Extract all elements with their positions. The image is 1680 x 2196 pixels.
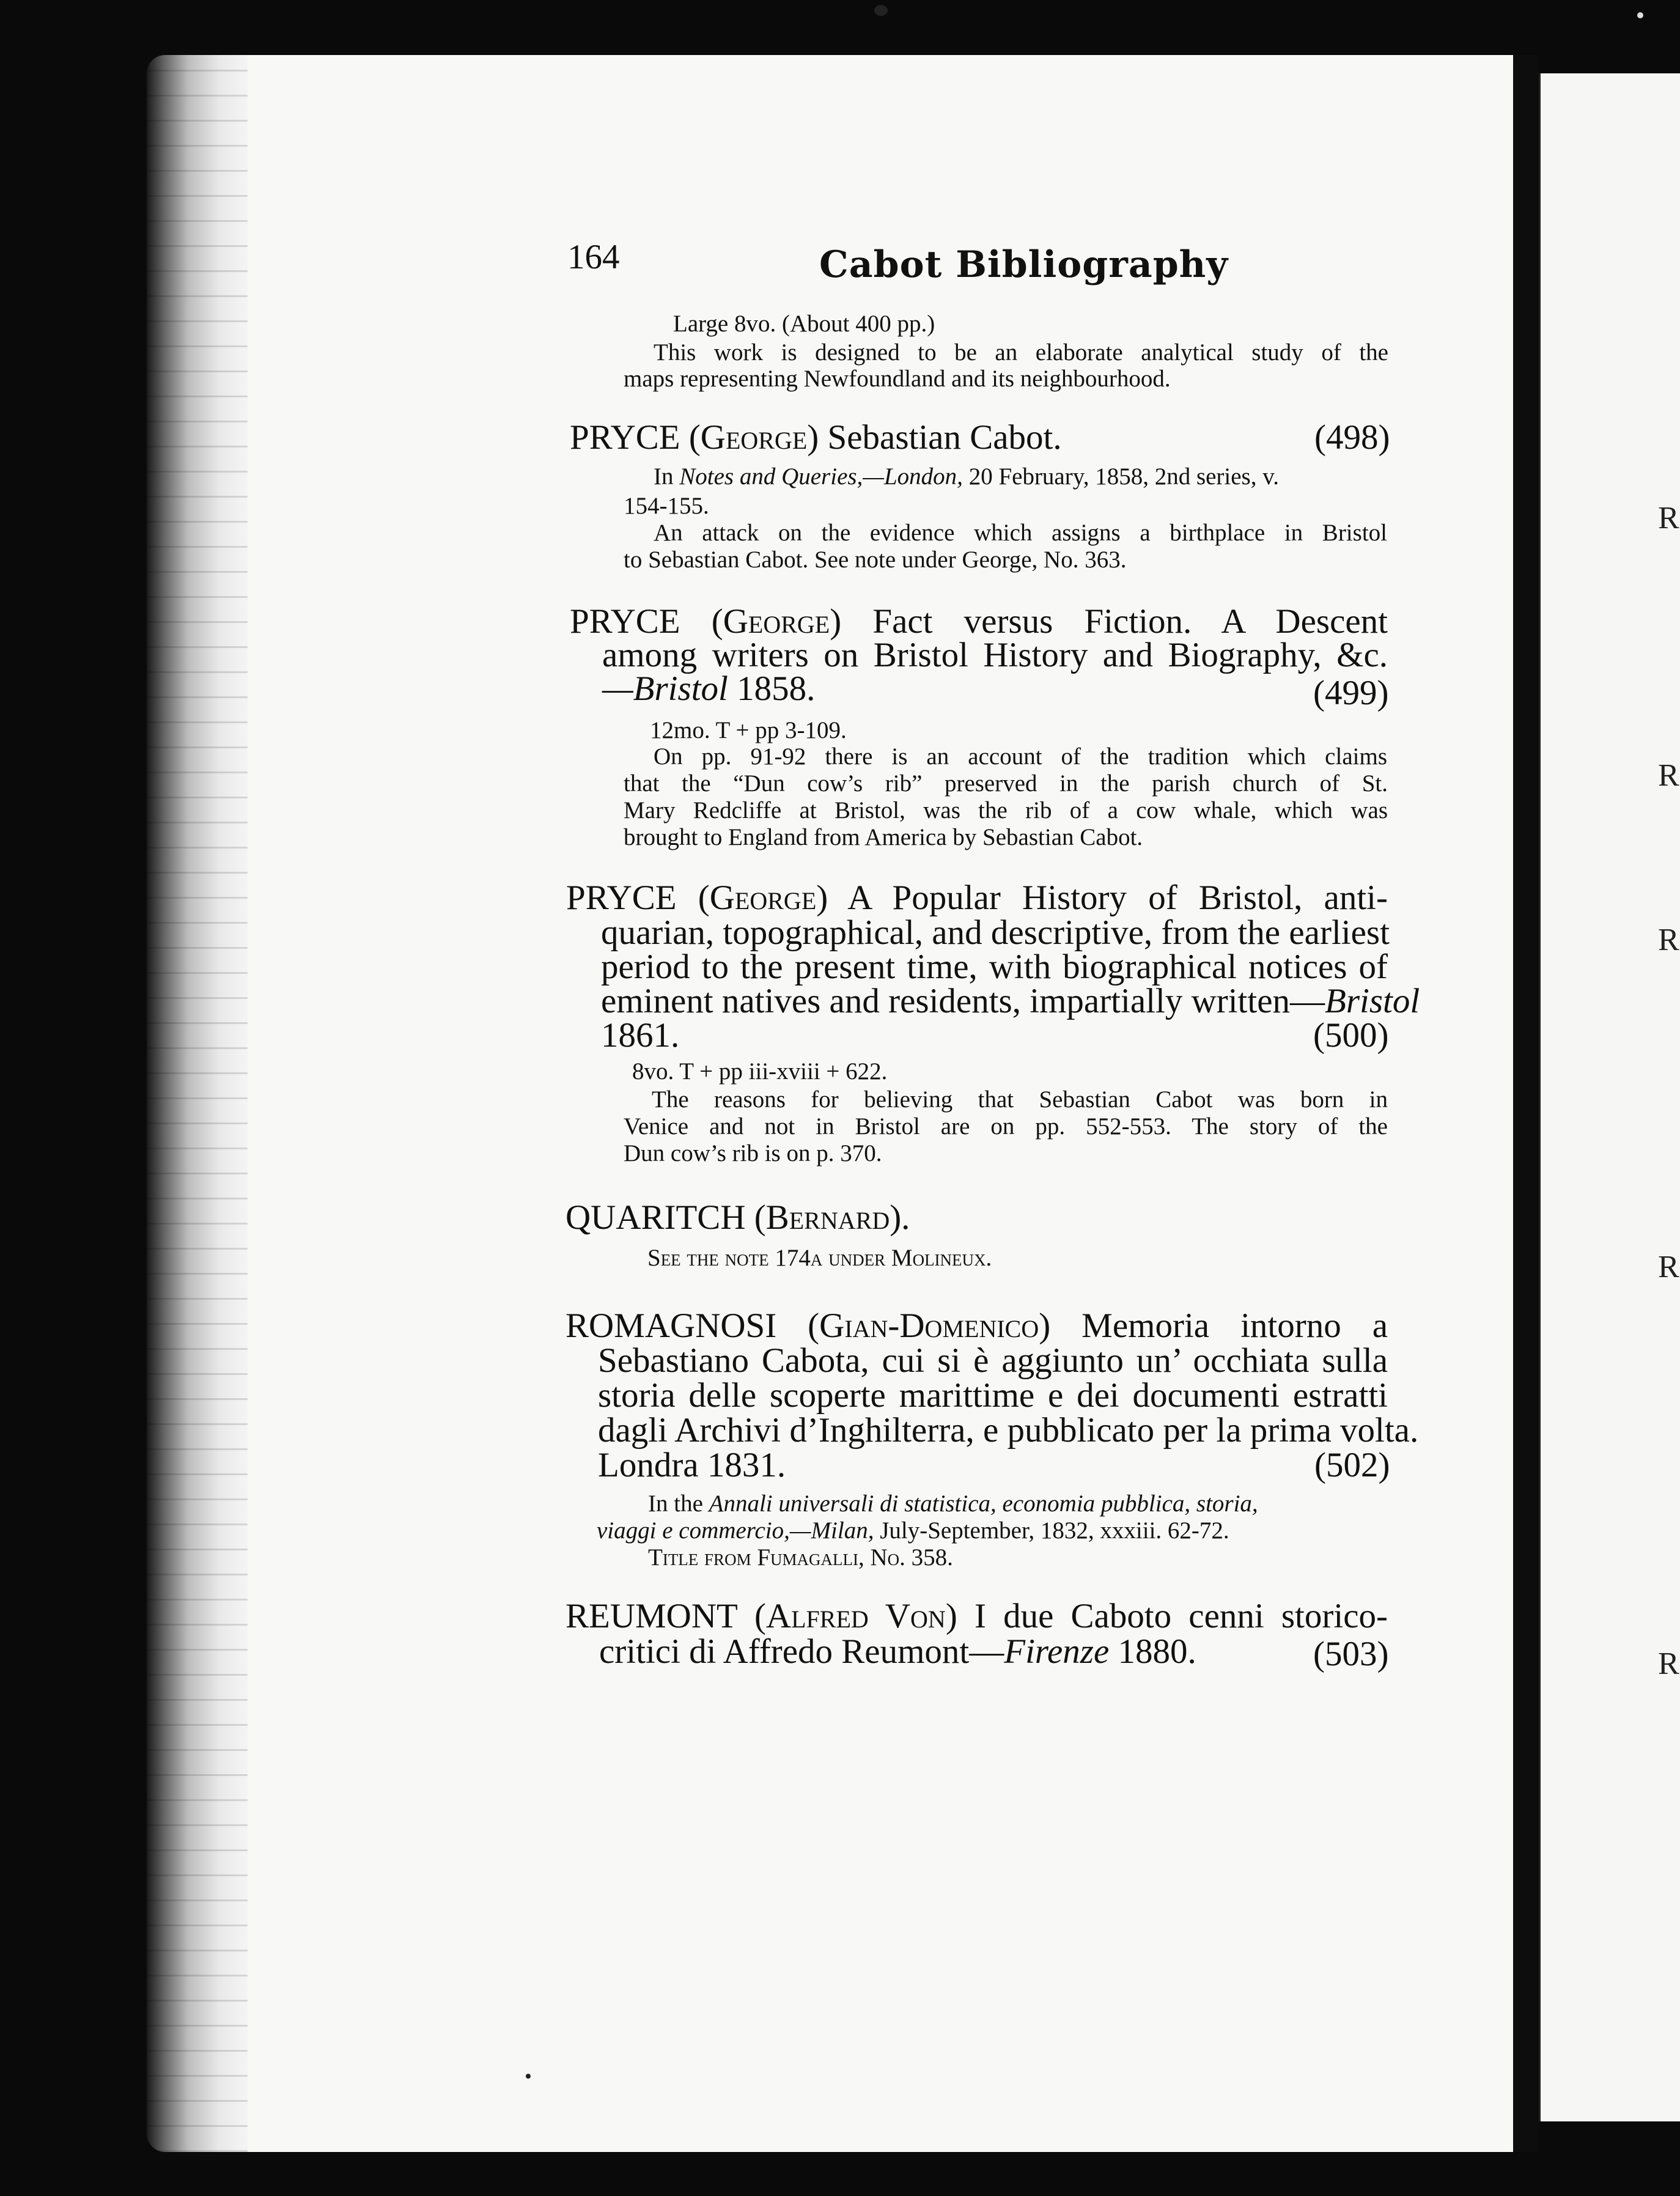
entry-forename: (Alfred Von) [754,1597,957,1635]
intro-note: This work is designed to be an elaborate analytical study of the [654,339,1388,366]
entry-note: Title from Fumagalli, No. 358. [648,1544,953,1571]
facing-page-letter: R [1658,501,1679,536]
entry-author: PRYCE [570,418,680,457]
scan-speck [1637,12,1643,18]
entry-number: (502) [1314,1446,1390,1484]
entry-note: Dun cow’s rib is on p. 370. [624,1140,882,1166]
entry-502-heading [566,1308,1388,1343]
entry-forename: (George) [711,602,842,641]
entry-note: An attack on the evidence which assigns a birthplace in Bristol [654,520,1387,546]
facing-page-letter: R [1658,758,1679,793]
entry-number: (499) [1313,674,1389,712]
entry-forename: (George) [698,879,828,917]
entry-note: On pp. 91-92 there is an account of the tradition which claims [654,743,1387,770]
entry-note: In Notes and Queries,—London, 20 February, 1858, 2nd series, v. [654,463,1279,490]
entry-title: quarian, topographical, and descriptive, from the earliest [601,913,1390,952]
entry-title: period to the present time, with biographical notices of [601,948,1388,986]
page-number: 164 [567,238,620,276]
entry-note: In the Annali universali di statistica, economia pubblica, storia, [648,1490,1258,1517]
entry-500-heading [566,880,1388,915]
page-gutter [1513,55,1539,2152]
entry-title: Sebastiano Cabota, cui si è aggiunto un’ occhiata sulla [598,1341,1388,1380]
entry-note: brought to England from America by Sebastian Cabot. [624,824,1143,850]
entry-note: 154-155. [624,493,709,519]
entry-note: Venice and not in Bristol are on pp. 552-553. The story of the [624,1113,1388,1140]
scan-speck [526,2074,531,2079]
entry-author: ROMAGNOSI [566,1306,777,1345]
entry-number: (498) [1314,418,1390,457]
entry-title: critici di Affredo Reumont—Firenze 1880. [599,1632,1196,1671]
entry-format: 8vo. T + pp iii-xviii + 622. [632,1058,888,1085]
entry-title: dagli Archivi d’Inghilterra, e pubblicato per la prima volta. [598,1411,1419,1450]
entry-forename: (Bernard). [754,1198,910,1237]
entry-note: to Sebastian Cabot. See note under George, No. 363. [624,547,1127,573]
entry-title: Sebastian Cabot. [827,418,1062,457]
entry-title: eminent natives and residents, impartially written—Bristol [601,982,1420,1020]
entry-author: PRYCE [566,879,677,917]
entry-author: QUARITCH [566,1198,746,1237]
book-spine-edge [147,55,251,2152]
entry-title: Memoria intorno a [1081,1306,1388,1345]
entry-forename: (Gian-Domenico) [808,1306,1051,1345]
entry-note: that the “Dun cow’s rib” preserved in the parish church of St. [624,770,1388,797]
entry-501-heading [566,1200,910,1235]
entry-note: See the note 174a under Molineux. [647,1245,992,1271]
facing-page-letter: R [1658,1250,1679,1284]
entry-forename: (George) [688,418,819,457]
facing-page [1539,73,1680,2121]
entry-number: (503) [1313,1635,1389,1673]
entry-503-heading [566,1599,1388,1634]
entry-498-heading [570,420,1062,455]
running-title: Cabot Bibliography [819,243,1229,286]
entry-title: I due Caboto cenni storico- [974,1597,1388,1635]
entry-format: 12mo. T + pp 3-109. [650,717,847,743]
entry-title: storia delle scoperte marittime e dei documenti estratti [598,1376,1388,1415]
entry-title: Londra 1831. [598,1446,786,1484]
entry-note: Mary Redcliffe at Bristol, was the rib of a cow whale, which was [624,797,1388,824]
scan-speck [874,5,888,16]
entry-author: REUMONT [566,1597,737,1635]
entry-note: The reasons for believing that Sebastian Cabot was born in [652,1086,1388,1113]
entry-title: 1861. [601,1016,680,1055]
facing-page-letter: R [1658,923,1679,957]
entry-title: Fact versus Fiction. A Descent [872,602,1388,641]
intro-format: Large 8vo. (About 400 pp.) [673,311,935,337]
intro-note: maps representing Newfoundland and its neighbourhood. [624,366,1171,392]
entry-title: A Popular History of Bristol, anti- [847,879,1388,917]
entry-title: —Bristol 1858. [602,669,816,708]
entry-note: viaggi e commercio,—Milan, July-September, 1832, xxxiii. 62-72. [597,1517,1229,1544]
entry-number: (500) [1313,1016,1389,1055]
entry-499-heading [570,604,1388,639]
entry-title: among writers on Bristol History and Biography, &c. [602,636,1388,674]
entry-author: PRYCE [570,602,680,641]
facing-page-letter: R [1658,1646,1679,1681]
